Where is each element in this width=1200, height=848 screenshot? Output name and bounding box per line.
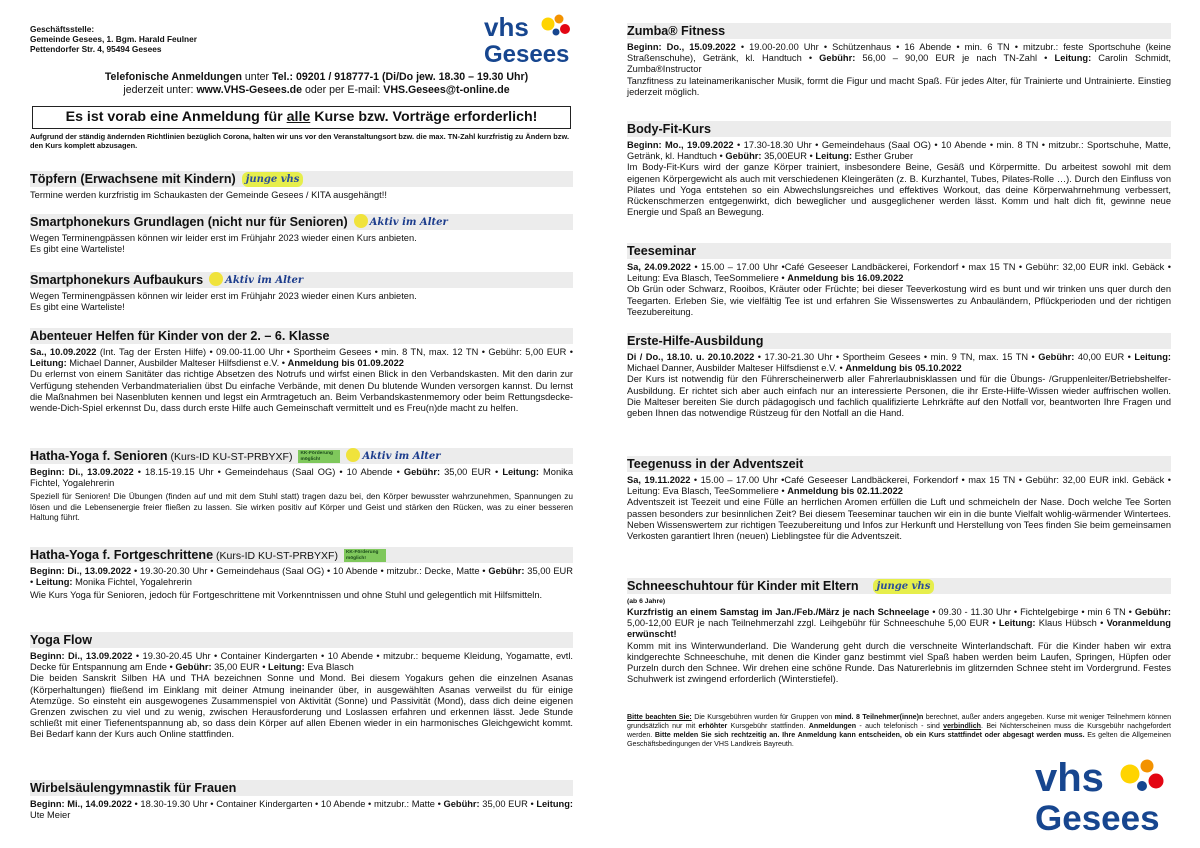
course-info: Sa., 10.09.2022 (Int. Tag der Ersten Hilfe) • 09.00-11.00 Uhr • Sportheim Gesees • min. 8 TN, max. 12 TN • Gebühr: 5,00 EUR • Leitung: Michael Danner, Ausbilder Malteser Hilfsdienst e.V. • Anmeldung bis 01.09.2022 — [30, 347, 574, 369]
course-info: Sa, 19.11.2022 • 15.00 – 17.00 Uhr •Café Geseeser Landbäckerei, Forkendorf • max 15 TN • Gebühr: 32,00 EUR inkl. Gebäck • Leitung: Eva Blasch, TeeSommeliere • Anmeldung bis 02.11.2022 — [627, 475, 1171, 497]
junge-vhs-badge: junge vhs — [873, 579, 935, 594]
course-title: Teeseminar — [627, 243, 1171, 259]
course-zumba — [627, 23, 1171, 98]
course-yoga-fortgeschrittene — [30, 547, 573, 602]
course-title: Smartphonekurs Aufbaukurs — [30, 273, 204, 287]
website-link[interactable]: www.VHS-Gesees.de — [196, 84, 303, 96]
course-info: Beginn: Mi., 14.09.2022 • 18.30-19.30 Uhr • Container Kindergarten • 10 Abende • mitzubr.: Matte • Gebühr: 35,00 EUR • Leitung: Ute Meier — [30, 799, 573, 821]
course-title: Body-Fit-Kurs — [627, 121, 1171, 137]
course-description: Im Body-Fit-Kurs wird der ganze Körper trainiert, insbesondere Beine, Gesäß und Körpermitte. Du arbeitest sowohl mit dem eigenen Körpergewicht als auch mit verschiedenen Kleingeräten (z. B. Kurzhantel, Tubes, Pilates-Rolle …). Durch den Einfluss von Pilates und Yoga entstehen so ein Abwechslungsreiches und effektives Workout, das deine Körperwahrnehmung verbessert, Rückenschmerzen entgegenwirkt, dich beweglicher und ausgeglichener werden lässt. Komm und halt dich fit, gewinne neue Energie und Spaß an Bewegung. — [627, 162, 1171, 218]
course-abenteuer-helfen — [30, 328, 573, 414]
course-info: Beginn: Di., 13.09.2022 • 19.30-20.45 Uhr • Container Kindergarten • 10 Abende • mitzubr.: bequeme Kleidung, Yogamatte, evtl. Decke für Entspannung am Ende • Gebühr: 35,00 EUR • Leitung: Eva Blasch — [30, 651, 573, 673]
course-title: Teegenuss in der Adventszeit — [627, 456, 1171, 472]
course-description: Komm mit ins Winterwunderland. Die Wanderung geht durch die verschneite Winterlandschaft. Für die Kinder haben wir extra kindgerechte Schneeschuhe, mit denen die Kinder ganz bestimmt viel Spaß haben werden beim Laufen, Springen, Hüpfen oder Purzeln durch den Schnee. Wir drehen eine schöne Runde. Das Naturerlebnis im glitzernden Schnee steht im Vordergrund. Festes Schuhwerk ist zwingend erforderlich (Winterstiefel). — [627, 640, 1171, 685]
aktiv-im-alter-badge: Aktiv im Alter — [346, 449, 440, 464]
email-link[interactable]: VHS.Gesees@t-online.de — [383, 84, 510, 96]
course-title: Yoga Flow — [30, 632, 573, 648]
course-description: Der Kurs ist notwendig für den Führerscheinerwerb aller Fahrerlaubnisklassen und für die Übungs- /Gruppenleiter/Betriebshelfer-Ausbildung. Er richtet sich aber auch einfach nur an interessierte Personen, die ihr Erste-Hilfe-Wissen wieder auffrischen wollen. Die Malteser bereiten Sie durch pädagogisch und fachlich qualifizierte Lehrkräfte auf den Notfall vor, beantworten Ihre Fragen und geben Ihnen das notwendige Rüstzeug für den Notfall an die Hand. — [627, 374, 1171, 419]
course-description: Tanzfitness zu lateinamerikanischer Musik, formt die Figur und macht Spaß. Für jedes Alter, für Trainierte und Untrainierte. Einstieg jederzeit möglich. — [627, 75, 1171, 97]
fee-notice: Bitte beachten Sie: Die Kursgebühren wurden für Gruppen von mind. 8 Teilnehmer(inne)n berechnet, außer anders angegeben. Kurse mit weniger Teilnehmern können grundsätzlich nur mit erhöhter Kursgebühr stattfinden. Anmeldungen - auch telefonisch - sind verbindlich. Bei Nichterscheinen muss die Kursgebühr nachgefordert werden. Bitte melden Sie sich rechtzeitig an. Ihre Anmeldung kann entscheiden, ob ein Kurs stattfindet oder abgesagt werden muss. Es gelten die Allgemeinen Geschäftsbedingungen der VHS Landkreis Bayreuth. — [627, 713, 1172, 748]
right-column — [627, 0, 1171, 848]
course-title: Wirbelsäulengymnastik für Frauen — [30, 780, 573, 796]
age-note: (ab 6 Jahre) — [627, 598, 666, 605]
course-schneeschuhtour — [627, 578, 1171, 685]
vhs-gesees-logo-large — [1035, 758, 1169, 834]
logo-text-gesees: Gesees — [484, 41, 570, 66]
course-info: Di / Do., 18.10. u. 20.10.2022 • 17.30-21.30 Uhr • Sportheim Gesees • min. 9 TN, max. 15 TN • Gebühr: 40,00 EUR • Leitung: Michael Danner, Ausbilder Malteser Hilfsdienst e.V. • Anmeldung bis 05.10.2022 — [627, 352, 1171, 374]
logo-text-vhs: vhs — [484, 14, 529, 42]
course-title: Schneeschuhtour für Kinder mit Eltern — [627, 579, 859, 593]
course-text-line: Es gibt eine Warteliste! — [30, 244, 125, 255]
course-description: Speziell für Senioren! Die Übungen (finden auf und mit dem Stuhl statt) tragen dazu bei, den Körper bewusster wahrzunehmen, Spannungen zu lösen und die Lebensenergie freier fließen zu lassen. Sie wirken positiv auf Körper und Geist und stärken den Rücken, was zu einer besseren Haltung führt. — [30, 491, 573, 522]
kk-foerderung-badge: KK-Förderung möglich! — [298, 450, 340, 463]
course-description: Wie Kurs Yoga für Senioren, jedoch für Fortgeschrittene mit Vorkenntnissen und ohne Stuhl und gelegentlich mit Hilfsmitteln. — [30, 590, 543, 601]
course-teeseminar — [627, 243, 1171, 318]
course-yoga-flow — [30, 632, 573, 741]
aktiv-im-alter-badge: Aktiv im Alter — [209, 273, 303, 288]
contact-info: Telefonische Anmeldungen unter Tel.: 09201 / 918777-1 (Di/Do jew. 18.30 – 19.30 Uhr) jederzeit unter: www.VHS-Gesees.de oder per E-mail: VHS.Gesees@t-online.de — [104, 71, 529, 96]
course-info: Beginn: Do., 15.09.2022 • 19.00-20.00 Uhr • Schützenhaus • 16 Abende • min. 6 TN • mitzubr.: feste Sportschuhe (keine Straßenschuhe), Getränk, kl. Handtuch • Gebühr: 56,00 – 90,00 EUR je nach TN-Zahl • Leitung: Carolin Schmidt, Zumba®Instructor — [627, 42, 1171, 75]
vhs-gesees-logo — [484, 14, 576, 66]
address-line-3: Pettendorfer Str. 4, 95494 Gesees — [30, 44, 162, 55]
address-line-2: Gemeinde Gesees, 1. Bgm. Harald Feulner — [30, 34, 197, 45]
course-description: Adventszeit ist Teezeit und eine Fülle an herrlichen Aromen erfüllen die Luft und schmeicheln der Nase. Doch welche Tee Sorten passen besonders zur besinnlichen Zeit? Bei diesem Teeseminar tauchen wir ein in die bunte Vielfalt wohlig-wärmender Wintertees. Neben Wissenswertem zur richtigen Teezubereitung und Infos zur Herkunft und Herstellung von Tees finden Sie beim gemeinsamen Verkosten garantiert Ihren (neuen) Lieblingstee für die Adventszeit. — [627, 497, 1171, 542]
course-smartphone-basics — [30, 214, 573, 255]
course-info: Beginn: Di., 13.09.2022 • 19.30-20.30 Uhr • Gemeindehaus (Saal OG) • 10 Abende • mitzubr.: Decke, Matte • Gebühr: 35,00 EUR • Leitung: Monika Fichtel, Yogalehrerin — [30, 566, 573, 588]
course-title: Hatha-Yoga f. Senioren — [30, 449, 168, 463]
course-erste-hilfe — [627, 333, 1171, 419]
registration-notice: Es ist vorab eine Anmeldung für alle Kurse bzw. Vorträge erforderlich! — [32, 106, 571, 129]
course-text-line: Es gibt eine Warteliste! — [30, 302, 125, 313]
course-info: Beginn: Mo., 19.09.2022 • 17.30-18.30 Uhr • Gemeindehaus (Saal OG) • 10 Abende • min. 8 TN • mitzubr.: Sportschuhe, Matte, Getränk, kl. Handtuch • Gebühr: 35,00EUR • Leitung: Esther Gruber — [627, 140, 1172, 162]
junge-vhs-badge: junge vhs — [242, 172, 304, 187]
address-line-1: Geschäftsstelle: — [30, 24, 95, 34]
course-id: (Kurs-ID KU-ST-PRBYXF) — [167, 451, 293, 463]
course-text: Termine werden kurzfristig im Schaukasten der Gemeinde Gesees / KITA ausgehängt!! — [30, 190, 387, 200]
corona-notice: Aufgrund der ständig ändernden Richtlinien bezüglich Corona, halten wir uns vor den Veranstaltungsort bzw. die max. TN-Zahl kurzfristig zu Ändern bzw. den Kurs komplett abzusagen. — [30, 132, 570, 150]
course-info: Kurzfristig an einem Samstag im Jan./Feb./März je nach Schneelage • 09.30 - 11.30 Uhr • Fichtelgebirge • min 6 TN • Gebühr: 5,00-12,00 EUR je nach Teilnehmerzahl zzgl. Leihgebühr für Schneeschuhe 5,00 EUR • Leitung: Klaus Hübsch • Voranmeldung erwünscht! — [627, 607, 1171, 640]
course-title: Hatha-Yoga f. Fortgeschrittene — [30, 548, 214, 562]
course-teegenuss — [627, 456, 1171, 542]
course-description: Die beiden Sanskrit Silben HA und THA bezeichnen Sonne und Mond. Bei diesem Yogakurs gehen die einzelnen Asanas (Körperhaltungen) fließend im Einklang mit deiner Atmung ineinander über, in ausgewählten Asanas verweilst du für einige Atemzüge. So einsteht ein ausgewogenes Zusammenspiel von Aktivität (Sonne) und Passivität (Mond), dass dich deine eigenen Grenzen zwischen zu viel und zu wenig, zwischen Herausforderung und Loslassen erfahren und erkennen lässt. Jede Stunde schließt mit einer Tiefenentspannung ab, so dass dein Körper auf allen Ebenen wieder in ein harmonisches Gleichgewicht kommt. Bei Bedarf kann der Kurs auch Online stattfinden. — [30, 673, 573, 740]
course-info: Beginn: Di., 13.09.2022 • 18.15-19.15 Uhr • Gemeindehaus (Saal OG) • 10 Abende • Gebühr: 35,00 EUR • Leitung: Monika Fichtel, Yogalehrerin — [30, 467, 574, 489]
course-smartphone-advanced — [30, 272, 573, 313]
course-text-line: Wegen Terminengpässen können wir leider erst im Frühjahr 2023 wieder einen Kurs anbieten. — [30, 291, 417, 301]
logo-text-gesees: Gesees — [1035, 799, 1160, 834]
left-column — [30, 0, 573, 848]
course-wirbelsaeule — [30, 780, 573, 821]
course-title: Töpfern (Erwachsene mit Kindern) — [30, 172, 236, 186]
course-text-line: Wegen Terminengpässen können wir leider erst im Frühjahr 2023 wieder einen Kurs anbieten. — [30, 233, 417, 243]
course-yoga-senioren — [30, 448, 573, 522]
aktiv-im-alter-badge: Aktiv im Alter — [354, 215, 448, 230]
course-description: Ob Grün oder Schwarz, Rooibos, Kräuter oder Früchte; bei dieser Teeverkostung wird es bunt und wir trinken uns quer durch den Teegarten. Erleben Sie, wie vielfältig Tee ist und erfahren Sie Wissenswertes zu Anbauländern, Pflückperioden und der richtigen Teezubereitung. — [627, 284, 1171, 317]
course-title: Erste-Hilfe-Ausbildung — [627, 333, 1171, 349]
course-title: Zumba® Fitness — [627, 23, 1171, 39]
address-block — [30, 24, 197, 55]
course-toepfern — [30, 171, 573, 201]
course-title: Smartphonekurs Grundlagen (nicht nur für Senioren) — [30, 215, 348, 229]
phone-number[interactable]: Tel.: 09201 / 918777-1 (Di/Do jew. 18.30 – 19.30 Uhr) — [272, 71, 529, 83]
course-id: (Kurs-ID KU-ST-PRBYXF) — [213, 550, 338, 562]
course-info: Sa, 24.09.2022 • 15.00 – 17.00 Uhr •Café Geseeser Landbäckerei, Forkendorf • max 15 TN • Gebühr: 32,00 EUR inkl. Gebäck • Leitung: Eva Blasch, TeeSommeliere • Anmeldung bis 16.09.2022 — [627, 262, 1171, 284]
course-body-fit — [627, 121, 1171, 218]
logo-text-vhs: vhs — [1035, 758, 1104, 800]
course-title: Abenteuer Helfen für Kinder von der 2. – 6. Klasse — [30, 328, 573, 344]
kk-foerderung-badge: KK-Förderung möglich! — [344, 549, 386, 562]
course-description: Du erlernst von einem Sanitäter das richtige Absetzen des Notrufs und wirfst einen Blick in den Verbandskasten. Mit den darin zur Verfügung stehenden Verbandmaterialien übst Du einfache Verbände, mit denen Du blutende Wunden versorgen kannst. Du lernst die Maßnahmen bei Nasenbluten kennen und legst ein Armtragetuch an. Beim Verbandskastenmemory oder beim Rettungsdecke-wende-Dich-Spiel erkennst Du, dass durch erste Hilfe auch Gemeinschaft vermittelt und es Freu(n)de macht zu helfen. — [30, 369, 573, 414]
